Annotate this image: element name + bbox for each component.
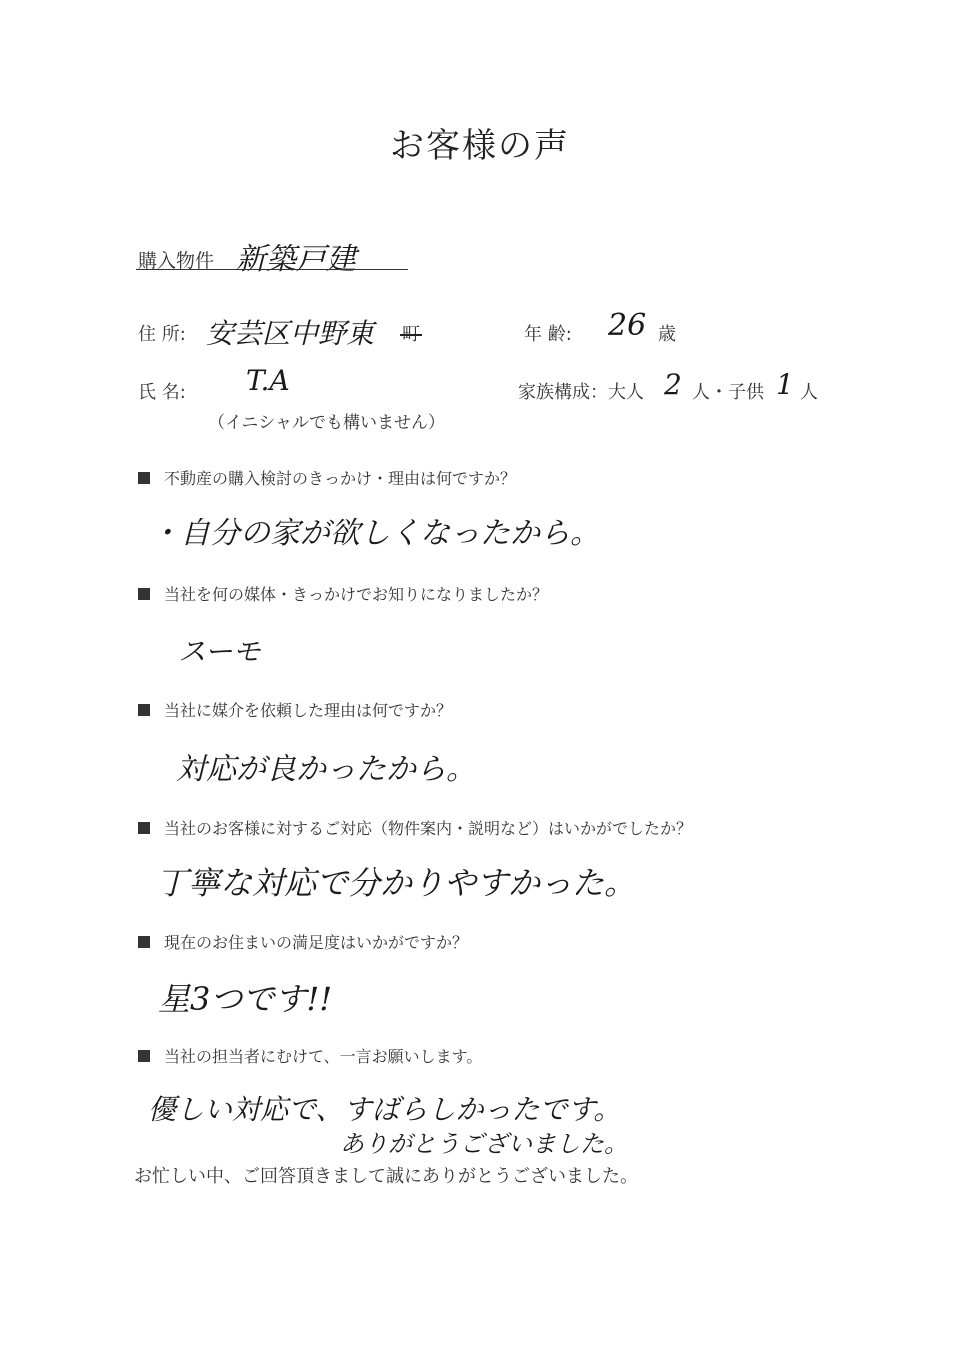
- answer-4: 丁寧な対応で分かりやすかった。: [156, 864, 637, 902]
- property-label: 購入物件: [138, 250, 215, 272]
- answer-6-line-2: ありがとうございました。: [340, 1130, 628, 1158]
- family-label: 家族構成：大人: [518, 382, 644, 403]
- family-adults: 2: [664, 368, 682, 401]
- answer-2: スーモ: [178, 635, 261, 668]
- answer-3: 対応が良かったから。: [176, 752, 476, 787]
- square-bullet-icon: [138, 1050, 150, 1062]
- property-underline: [136, 269, 408, 270]
- closing-message: お忙しい中、ご回答頂きまして誠にありがとうございました。: [134, 1166, 638, 1187]
- address-label: 住 所:: [138, 324, 186, 345]
- name-note: （イニシャルでも構いません）: [208, 413, 445, 433]
- family-adult-unit: 人・子供: [692, 382, 764, 403]
- answer-6-line-1: 優しい対応で、すばらしかったです。: [148, 1093, 622, 1126]
- square-bullet-icon: [138, 588, 150, 600]
- question-1: 不動産の購入検討のきっかけ・理由は何ですか？: [138, 466, 516, 489]
- family-children: 1: [776, 368, 794, 401]
- square-bullet-icon: [138, 822, 150, 834]
- answer-5: 星3つです!!: [158, 980, 333, 1018]
- age-value: 26: [608, 308, 647, 343]
- question-5: 現在のお住まいの満足度はいかがですか？: [138, 930, 468, 953]
- name-value: T.A: [246, 364, 290, 397]
- question-2: 当社を何の媒体・きっかけでお知りになりましたか？: [138, 582, 548, 605]
- address-value: 安芸区中野東: [206, 317, 375, 350]
- page-title: お客様の声: [390, 126, 570, 166]
- question-4: 当社のお客様に対するご対応（物件案内・説明など）はいかがでしたか？: [138, 816, 692, 839]
- square-bullet-icon: [138, 472, 150, 484]
- address-suffix: 町: [402, 320, 420, 346]
- question-3: 当社に媒介を依頼した理由は何ですか？: [138, 698, 452, 721]
- square-bullet-icon: [138, 936, 150, 948]
- family-child-unit: 人: [800, 382, 818, 403]
- age-label: 年 齢:: [524, 324, 572, 345]
- answer-1: ・自分の家が欲しくなったから。: [150, 516, 600, 551]
- square-bullet-icon: [138, 704, 150, 716]
- age-unit: 歳: [658, 324, 676, 345]
- property-value: 新築戸建: [236, 242, 356, 277]
- name-label: 氏 名:: [138, 382, 186, 403]
- question-6: 当社の担当者にむけて、一言お願いします。: [138, 1044, 482, 1067]
